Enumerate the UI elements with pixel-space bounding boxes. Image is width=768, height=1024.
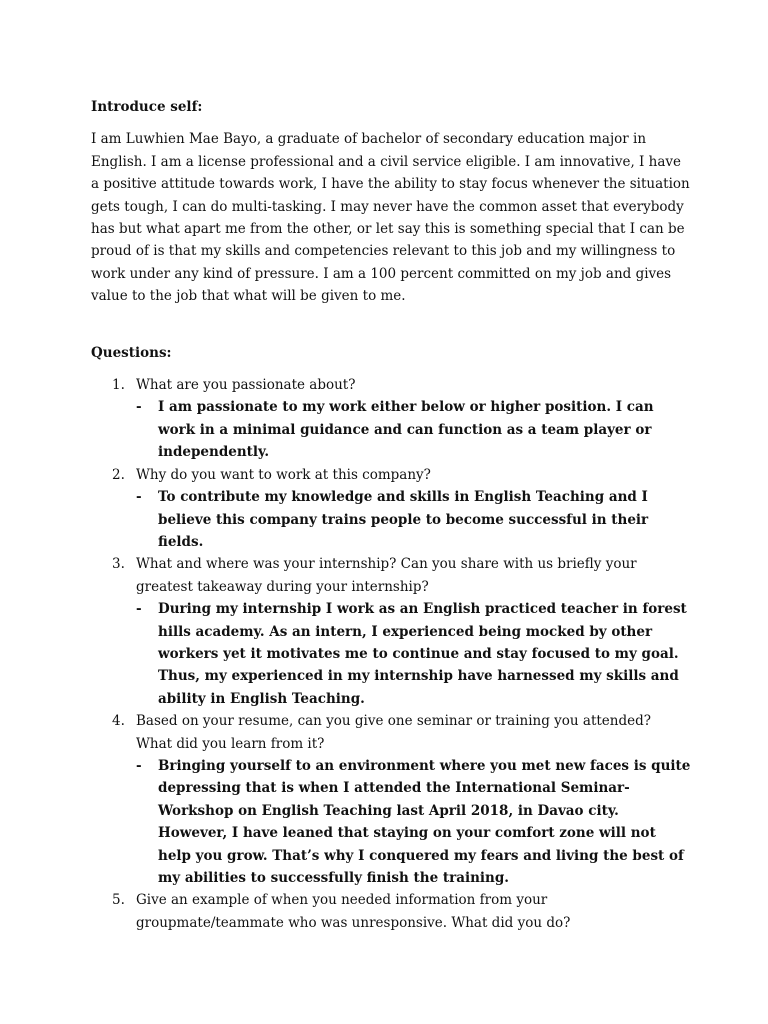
answer-3 <box>136 598 691 710</box>
answer-dash: - <box>136 757 142 774</box>
answer-dash: - <box>136 489 142 506</box>
answer-text: To contribute my knowledge and skills in English Teaching and I believe this company trains people to become successful in their fields. <box>158 489 649 550</box>
intro-paragraph: I am Luwhien Mae Bayo, a graduate of bachelor of secondary education major in English. I am a license professional and a civil service eligible. I am innovative, I have a positive attitude towards work, I have the ability to stay focus whenever the situation gets tough, I can do multi-tasking. I may never have the common asset that everybody has but what apart me from the other, or let say this is something special that I can be proud of is that my skills and competencies relevant to this job and my willingness to work under any kind of pressure. I am a 100 percent committed on my job and gives value to the job that what will be given to me. <box>91 131 690 305</box>
intro-heading: Introduce self: <box>91 99 203 115</box>
question-number: 2. <box>112 466 125 483</box>
question-item-1 <box>91 374 691 464</box>
question-item-4 <box>91 710 691 889</box>
document-content <box>91 96 691 934</box>
question-item-5 <box>91 889 691 934</box>
question-number: 4. <box>112 713 125 730</box>
questions-heading: Questions: <box>91 344 172 361</box>
answer-dash: - <box>136 399 142 416</box>
answer-2 <box>136 486 691 553</box>
question-text: What are you passionate about? <box>136 377 356 394</box>
question-item-2 <box>91 464 691 554</box>
answer-text: I am passionate to my work either below or higher position. I can work in a minimal guidance and can function as a team player or independently. <box>158 399 654 461</box>
answer-dash: - <box>136 601 142 618</box>
question-number: 3. <box>112 556 125 573</box>
question-text: Based on your resume, can you give one seminar or training you attended? What did you learn from it? <box>136 713 651 752</box>
answer-1 <box>136 396 691 463</box>
question-text: What and where was your internship? Can you share with us briefly your greatest takeaway during your internship? <box>136 556 637 595</box>
question-number: 1. <box>112 377 125 394</box>
question-number: 5. <box>112 892 125 909</box>
questions-list <box>91 374 691 934</box>
question-text: Why do you want to work at this company? <box>136 466 431 483</box>
answer-4 <box>136 755 691 889</box>
answer-text: Bringing yourself to an environment where you met new faces is quite depressing that is when I attended the International Seminar-Workshop on English Teaching last April 2018, in Davao city. However, I have leaned that staying on your comfort zone will not help you grow. That’s why I conquered my fears and living the best of my abilities to successfully finish the training. <box>158 757 691 886</box>
answer-text: During my internship I work as an English practiced teacher in forest hills academy. As an intern, I experienced being mocked by other workers yet it motivates me to continue and stay focused to my goal. Thus, my experienced in my internship have harnessed my skills and ability in English Teaching. <box>158 601 687 707</box>
question-text: Give an example of when you needed information from your groupmate/teammate who was unresponsive. What did you do? <box>136 892 571 931</box>
question-item-3 <box>91 553 691 710</box>
